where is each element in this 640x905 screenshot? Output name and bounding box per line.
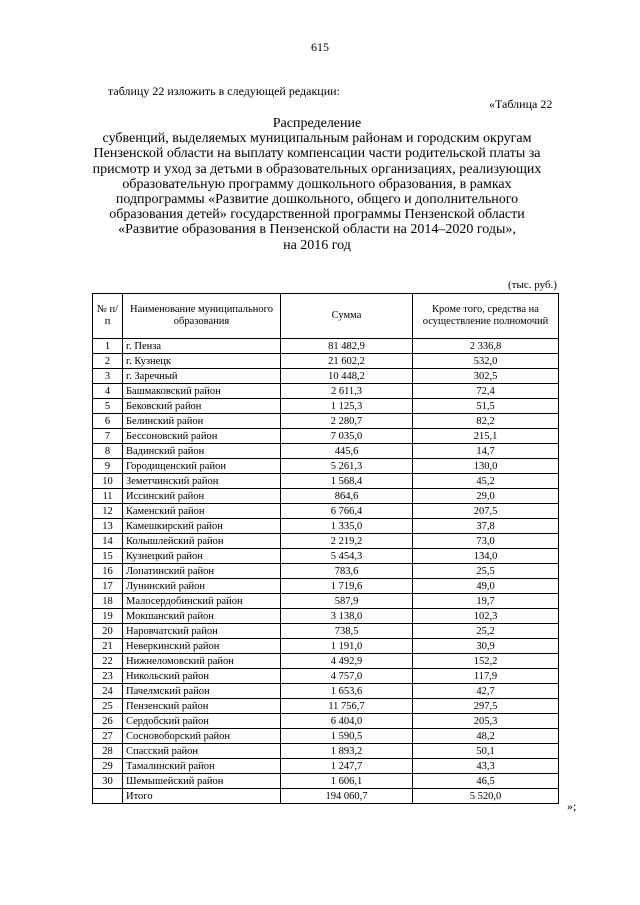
row-num: 5 [93,399,123,414]
row-num: 30 [93,774,123,789]
title-line: Пензенской области на выплату компенсации части родительской платы за [93,146,541,162]
row-extra: 2 336,8 [413,339,559,354]
row-name: Бессоновский район [123,429,281,444]
row-sum: 1 247,7 [281,759,413,774]
total-extra: 5 520,0 [413,789,559,804]
row-extra: 117,9 [413,669,559,684]
row-extra: 30,9 [413,639,559,654]
row-name: Малосердобинский район [123,594,281,609]
subvention-table [92,293,559,804]
table-row [93,369,559,384]
table-row [93,504,559,519]
table-row [93,759,559,774]
row-sum: 1 125,3 [281,399,413,414]
row-num: 13 [93,519,123,534]
row-num: 14 [93,534,123,549]
row-name: г. Пенза [123,339,281,354]
total-label: Итого [123,789,281,804]
row-sum: 738,5 [281,624,413,639]
header-num: № п/п [93,294,123,339]
row-sum: 445,6 [281,444,413,459]
table-row [93,519,559,534]
row-extra: 51,5 [413,399,559,414]
row-extra: 297,5 [413,699,559,714]
table-row [93,549,559,564]
row-sum: 1 893,2 [281,744,413,759]
row-extra: 43,3 [413,759,559,774]
row-sum: 1 191,0 [281,639,413,654]
row-num: 1 [93,339,123,354]
row-num: 19 [93,609,123,624]
table-row [93,414,559,429]
row-name: г. Кузнецк [123,354,281,369]
row-sum: 2 280,7 [281,414,413,429]
row-num: 25 [93,699,123,714]
row-sum: 1 653,6 [281,684,413,699]
row-sum: 2 219,2 [281,534,413,549]
row-num: 12 [93,504,123,519]
table-row [93,609,559,624]
table-reference: «Таблица 22 [489,97,553,111]
row-extra: 45,2 [413,474,559,489]
row-extra: 25,5 [413,564,559,579]
row-extra: 19,7 [413,594,559,609]
page-number: 615 [311,40,329,54]
header-sum: Сумма [281,294,413,339]
table-row [93,534,559,549]
row-num: 17 [93,579,123,594]
total-num [93,789,123,804]
row-extra: 46,5 [413,774,559,789]
table-row [93,669,559,684]
row-name: Каменский район [123,504,281,519]
row-num: 28 [93,744,123,759]
table-row [93,624,559,639]
row-num: 6 [93,414,123,429]
title-line: на 2016 год [283,237,351,253]
title-line: подпрограммы «Развитие дошкольного, общего и дополнительного [115,192,519,208]
row-num: 7 [93,429,123,444]
total-sum: 194 060,7 [281,789,413,804]
table-row [93,444,559,459]
row-extra: 152,2 [413,654,559,669]
table-total-row [93,789,559,804]
row-extra: 42,7 [413,684,559,699]
row-sum: 4 757,0 [281,669,413,684]
row-sum: 21 602,2 [281,354,413,369]
row-name: Пачелмский район [123,684,281,699]
title-line: образовательную программу дошкольного образования, в рамках [122,176,512,192]
table-row [93,474,559,489]
row-extra: 205,3 [413,714,559,729]
table-body [93,339,559,789]
row-name: г. Заречный [123,369,281,384]
table-row [93,579,559,594]
table-row [93,714,559,729]
table-row [93,564,559,579]
row-name: Сосновоборский район [123,729,281,744]
row-sum: 1 335,0 [281,519,413,534]
title-line: присмотр и уход за детьми в образовательных организациях, реализующих [92,161,542,177]
row-sum: 10 448,2 [281,369,413,384]
row-sum: 587,9 [281,594,413,609]
table-row [93,339,559,354]
row-extra: 14,7 [413,444,559,459]
table-row [93,699,559,714]
table-row [93,384,559,399]
header-name: Наименование муниципального образования [123,294,281,339]
row-extra: 73,0 [413,534,559,549]
row-extra: 130,0 [413,459,559,474]
row-num: 3 [93,369,123,384]
header-extra: Кроме того, средства на осуществление полномочий [413,294,559,339]
row-name: Городищенский район [123,459,281,474]
title-line: «Развитие образования в Пензенской области на 2014–2020 годы», [118,222,516,238]
table-header-row [93,294,559,339]
table-row [93,744,559,759]
table-row [93,429,559,444]
row-name: Спасский район [123,744,281,759]
row-num: 2 [93,354,123,369]
row-num: 16 [93,564,123,579]
row-sum: 5 454,3 [281,549,413,564]
units-label: (тыс. руб.) [508,279,557,291]
row-name: Бековский район [123,399,281,414]
row-extra: 50,1 [413,744,559,759]
row-name: Иссинский район [123,489,281,504]
row-sum: 4 492,9 [281,654,413,669]
row-num: 18 [93,594,123,609]
row-num: 10 [93,474,123,489]
row-name: Наровчатский район [123,624,281,639]
row-num: 24 [93,684,123,699]
row-name: Кузнецкий район [123,549,281,564]
table-row [93,684,559,699]
row-name: Камешкирский район [123,519,281,534]
row-name: Сердобский район [123,714,281,729]
row-num: 21 [93,639,123,654]
row-sum: 1 590,5 [281,729,413,744]
table-row [93,729,559,744]
title-line: субвенций, выделяемых муниципальным районам и городским округам [102,131,532,147]
row-extra: 102,3 [413,609,559,624]
title-line: Распределение [272,116,362,131]
row-name: Шемышейский район [123,774,281,789]
row-num: 26 [93,714,123,729]
row-num: 20 [93,624,123,639]
closing-quote: »; [567,799,577,813]
row-name: Белинский район [123,414,281,429]
row-name: Никольский район [123,669,281,684]
row-extra: 29,0 [413,489,559,504]
row-name: Тамалинский район [123,759,281,774]
table-row [93,654,559,669]
row-name: Пензенский район [123,699,281,714]
table-row [93,594,559,609]
document-title [60,116,574,253]
row-num: 8 [93,444,123,459]
row-extra: 25,2 [413,624,559,639]
title-line: образования детей» государственной программы Пензенской области [109,207,525,223]
row-name: Неверкинский район [123,639,281,654]
row-name: Башмаковский район [123,384,281,399]
row-name: Лунинский район [123,579,281,594]
row-sum: 11 756,7 [281,699,413,714]
table-row [93,399,559,414]
row-name: Земетчинский район [123,474,281,489]
row-name: Мокшанский район [123,609,281,624]
row-num: 27 [93,729,123,744]
row-num: 9 [93,459,123,474]
row-num: 29 [93,759,123,774]
row-extra: 37,8 [413,519,559,534]
row-num: 11 [93,489,123,504]
row-extra: 207,5 [413,504,559,519]
row-sum: 1 568,4 [281,474,413,489]
row-sum: 2 611,3 [281,384,413,399]
row-sum: 1 606,1 [281,774,413,789]
row-sum: 6 766,4 [281,504,413,519]
table-row [93,774,559,789]
row-sum: 7 035,0 [281,429,413,444]
row-name: Лопатинский район [123,564,281,579]
table-row [93,639,559,654]
row-extra: 48,2 [413,729,559,744]
row-sum: 5 261,3 [281,459,413,474]
row-extra: 532,0 [413,354,559,369]
row-num: 22 [93,654,123,669]
row-extra: 49,0 [413,579,559,594]
row-extra: 302,5 [413,369,559,384]
row-extra: 215,1 [413,429,559,444]
row-sum: 1 719,6 [281,579,413,594]
row-sum: 3 138,0 [281,609,413,624]
row-extra: 134,0 [413,549,559,564]
row-extra: 82,2 [413,414,559,429]
row-sum: 6 404,0 [281,714,413,729]
table-row [93,459,559,474]
row-sum: 81 482,9 [281,339,413,354]
row-name: Колышлейский район [123,534,281,549]
row-extra: 72,4 [413,384,559,399]
row-num: 23 [93,669,123,684]
row-name: Вадинский район [123,444,281,459]
row-sum: 864,6 [281,489,413,504]
table-row [93,354,559,369]
table-row [93,489,559,504]
row-name: Нижнеломовский район [123,654,281,669]
row-num: 4 [93,384,123,399]
row-num: 15 [93,549,123,564]
intro-text: таблицу 22 изложить в следующей редакции: [108,84,340,98]
row-sum: 783,6 [281,564,413,579]
